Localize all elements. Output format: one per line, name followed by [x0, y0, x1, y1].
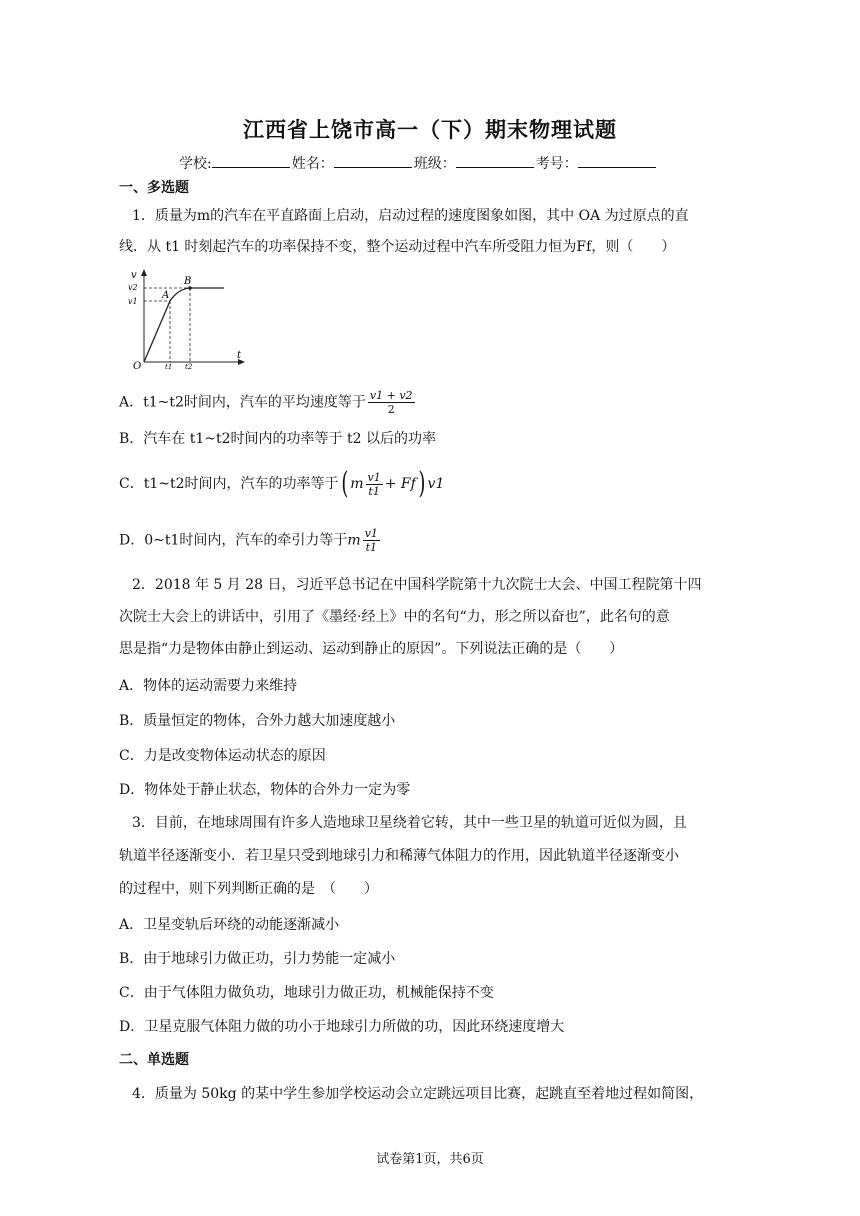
- school-blank[interactable]: [212, 155, 290, 168]
- q1-option-d[interactable]: D．0~t1时间内，汽车的牵引力等于m $\frac{v1}{t1}$: [119, 527, 378, 554]
- section-multi-choice: 一、多选题: [119, 180, 189, 196]
- q1-option-c[interactable]: C．t1~t2时间内，汽车的功率等于( m $\frac{v1}{t1}$ + Ff) v1: [119, 466, 445, 501]
- velocity-time-graph: [124, 268, 250, 370]
- graph-v-axis-label: v: [131, 270, 137, 281]
- graph-t-axis-label: t: [237, 350, 242, 361]
- q2-stem-line3: 思是指“力是物体由静止到运动、运动到静止的原因”。下列说法正确的是（ ）: [119, 641, 624, 657]
- page-footer: 试卷第1页，共6页: [376, 1152, 484, 1167]
- q1-option-c-fraction: $\frac{v1}{t1}$: [367, 470, 381, 498]
- q2-stem-line1: 2．2018 年 5 月 28 日，习近平总书记在中国科学院第十九次院士大会、中国工程院第十四: [132, 577, 702, 593]
- q3-stem-line1: 3．目前，在地球周围有许多人造地球卫星绕着它转，其中一些卫星的轨道可近似为圆，且: [132, 815, 687, 831]
- q3-stem-line2: 轨道半径逐渐变小．若卫星只受到地球引力和稀薄气体阻力的作用，因此轨道半径逐渐变小: [119, 848, 679, 864]
- class-blank[interactable]: [456, 155, 534, 168]
- q3-option-b[interactable]: B．由于地球引力做正功，引力势能一定减小: [119, 951, 396, 967]
- q1-stem-line1: 1．质量为m的汽车在平直路面上启动，启动过程的速度图象如图，其中 OA 为过原点的直: [132, 208, 689, 224]
- graph-t2-label: t2: [185, 363, 193, 370]
- class-label: 班级：: [413, 156, 456, 172]
- q3-option-a[interactable]: A．卫星变轨后环绕的动能逐渐减小: [119, 917, 340, 933]
- exam-number-label: 考号：: [535, 156, 578, 172]
- graph-t1-label: t1: [165, 363, 173, 370]
- graph-point-a: A: [162, 290, 170, 301]
- q1-option-a-fraction: $\frac{v1 + v2}{2}$: [369, 389, 413, 416]
- graph-v2-label: v2: [128, 283, 138, 292]
- q1-option-a-text: A．t1~t2时间内，汽车的平均速度等于: [119, 394, 366, 411]
- q1-stem-line2: 线．从 t1 时刻起汽车的功率保持不变，整个运动过程中汽车所受阻力恒为Ff，则（ ）: [119, 239, 676, 255]
- graph-v1-label: v1: [128, 297, 138, 306]
- q1-option-b[interactable]: B．汽车在 t1~t2时间内的功率等于 t2 以后的功率: [119, 431, 436, 447]
- graph-point-b: B: [184, 276, 192, 287]
- student-info-row: [179, 153, 658, 173]
- graph-origin-label: O: [133, 361, 142, 370]
- q1-option-c-text: C．t1~t2时间内，汽车的功率等于: [119, 476, 339, 492]
- q3-option-d[interactable]: D．卫星克服气体阻力做的功小于地球引力所做的功，因此环绕速度增大: [119, 1019, 565, 1035]
- q2-option-d[interactable]: D．物体处于静止状态，物体的合外力一定为零: [119, 782, 411, 798]
- q2-option-c[interactable]: C．力是改变物体运动状态的原因: [119, 748, 326, 764]
- q3-stem-line3: 的过程中，则下列判断正确的是 （ ）: [119, 881, 378, 897]
- name-blank[interactable]: [334, 155, 412, 168]
- q1-option-d-text: D．0~t1时间内，汽车的牵引力等于: [119, 532, 348, 549]
- q2-option-b[interactable]: B．质量恒定的物体，合外力越大加速度越小: [119, 713, 396, 729]
- name-label: 姓名：: [291, 156, 334, 172]
- exam-number-blank[interactable]: [578, 155, 656, 168]
- q2-stem-line2: 次院士大会上的讲话中，引用了《墨经·经上》中的名句“力，形之所以奋也”，此名句的意: [119, 609, 670, 625]
- q2-option-a[interactable]: A．物体的运动需要力来维持: [119, 678, 298, 694]
- q3-option-c[interactable]: C．由于气体阻力做负功，地球引力做正功，机械能保持不变: [119, 985, 494, 1001]
- section-single-choice: 二、单选题: [119, 1052, 189, 1068]
- q1-option-d-fraction: $\frac{v1}{t1}$: [364, 527, 378, 554]
- page-title: 江西省上饶市高一（下）期末物理试题: [243, 117, 617, 142]
- school-label: 学校:: [179, 156, 212, 172]
- q1-option-a[interactable]: [119, 389, 417, 416]
- q4-stem-line1: 4．质量为 50kg 的某中学生参加学校运动会立定跳远项目比赛，起跳直至着地过程如简图，: [132, 1086, 704, 1102]
